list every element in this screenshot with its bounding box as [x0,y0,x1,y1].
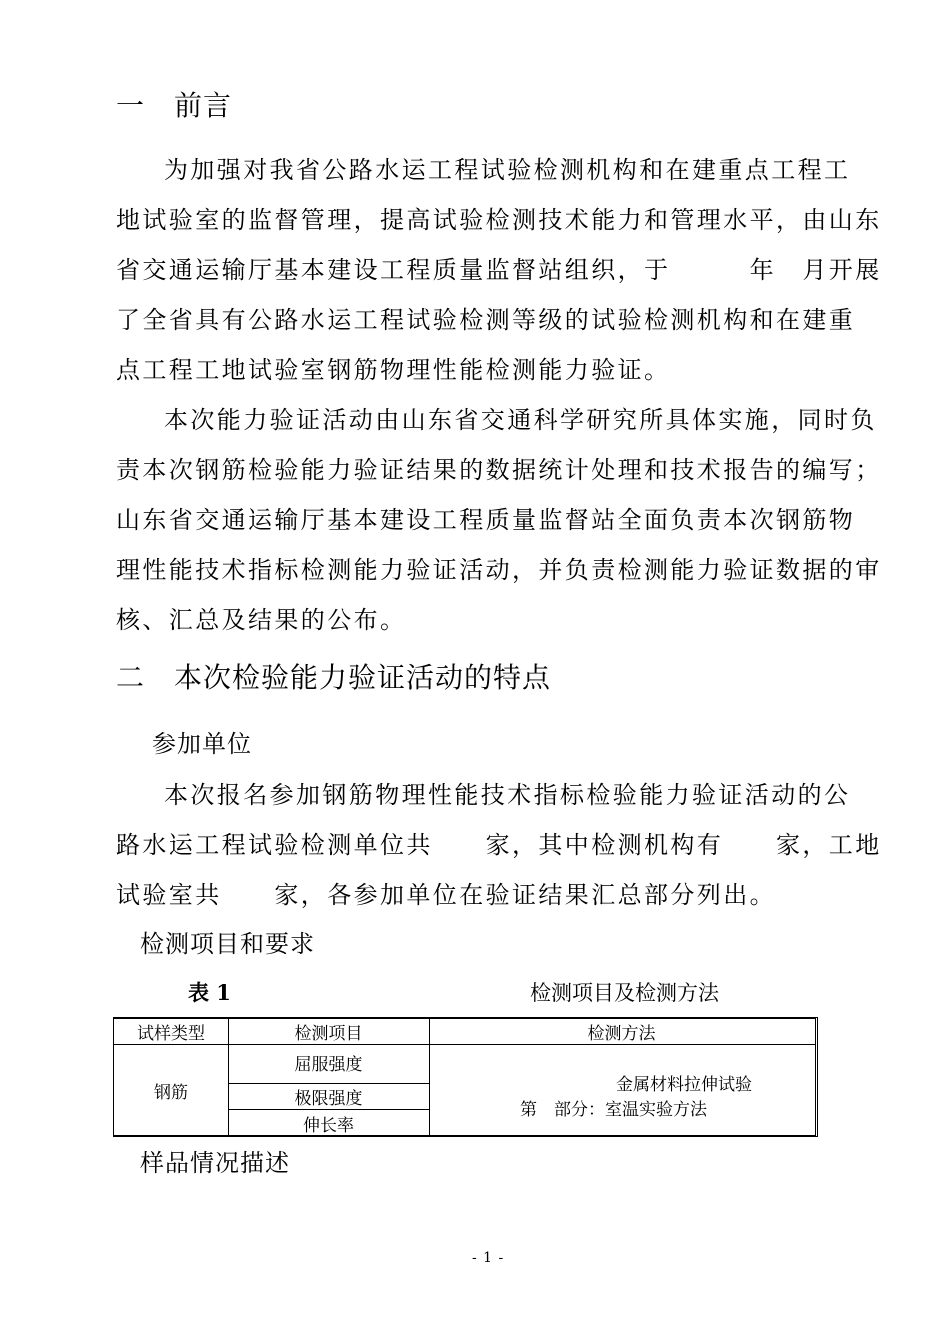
paragraph-line: 责本次钢筋检验能力验证结果的数据统计处理和技术报告的编写； [116,456,882,484]
table-cell-test-item: 极限强度 [294,1088,363,1109]
paragraph-line: 本次报名参加钢筋物理性能技术指标检验能力验证活动的公 [164,781,851,809]
subheading-test-items: 检测项目和要求 [140,930,315,958]
subheading-sample-description: 样品情况描述 [140,1149,290,1177]
paragraph-line: 点工程工地试验室钢筋物理性能检测能力验证。 [116,356,671,384]
table-cell-method-line1: 金属材料拉伸试验 [616,1075,752,1095]
section-heading-features: 二 本次检验能力验证活动的特点 [116,661,552,694]
paragraph-line: 路水运工程试验检测单位共 家，其中检测机构有 家，工地 [116,831,882,859]
paragraph-line: 本次能力验证活动由山东省交通科学研究所具体实施，同时负 [164,406,877,434]
table-cell-test-item: 屈服强度 [294,1055,363,1075]
paragraph-line: 山东省交通运输厅基本建设工程质量监督站全面负责本次钢筋物 [116,506,856,534]
paragraph-line: 核、汇总及结果的公布。 [116,606,407,634]
table-header-sample-type: 试样类型 [137,1024,205,1044]
paragraph-line: 为加强对我省公路水运工程试验检测机构和在建重点工程工 [164,156,851,184]
paragraph-line: 理性能技术指标检测能力验证活动，并负责检测能力验证数据的审 [116,556,882,584]
paragraph-line: 省交通运输厅基本建设工程质量监督站组织，于 年 月开展 [116,256,882,284]
paragraph-line: 地试验室的监督管理，提高试验检测技术能力和管理水平，由山东 [116,206,882,234]
page-number: - 1 - [472,1250,505,1266]
test-methods-table [113,1017,818,1137]
table-header-test-item: 检测项目 [294,1024,363,1044]
table-cell-sample-type: 钢筋 [154,1083,188,1103]
section-heading-preface: 一 前言 [116,89,233,122]
table-caption-label: 表 1 [188,980,231,1005]
subheading-participants: 参加单位 [152,730,252,758]
table-header-test-method: 检测方法 [587,1024,656,1044]
paragraph-line: 了全省具有公路水运工程试验检测等级的试验检测机构和在建重 [116,306,856,334]
table-cell-test-item: 伸长率 [303,1115,354,1136]
table-cell-method-line2: 第 部分：室温实验方法 [520,1100,707,1120]
paragraph-line: 试验室共 家，各参加单位在验证结果汇总部分列出。 [116,881,776,909]
table-caption-title: 检测项目及检测方法 [530,981,719,1005]
